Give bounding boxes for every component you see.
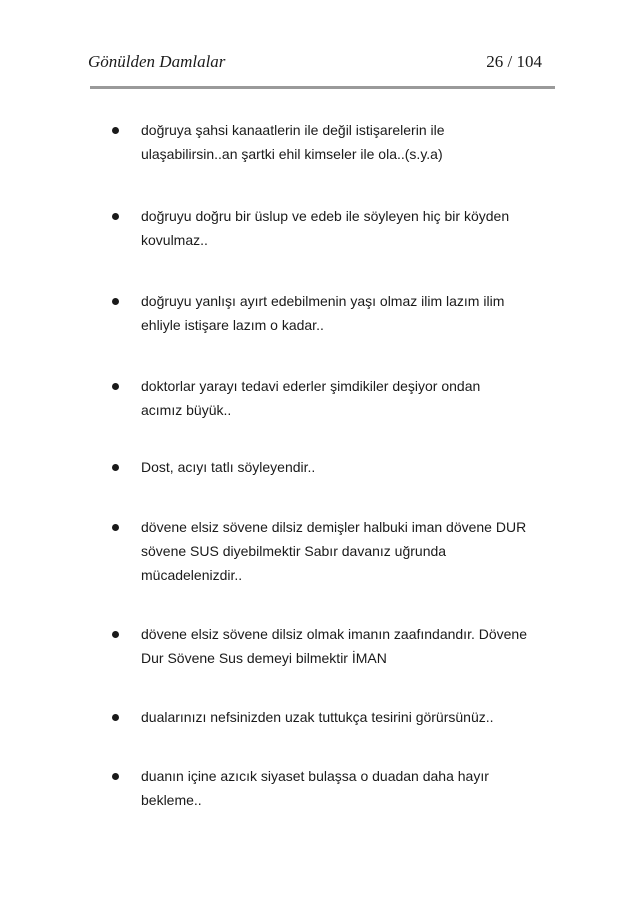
- bullet-icon: [112, 714, 119, 721]
- list-item-text: doktorlar yarayı tedavi ederler şimdikiler deşiyor ondan acımız büyük..: [141, 378, 481, 418]
- bullet-icon: [112, 464, 119, 471]
- list-item-text: doğruyu yanlışı ayırt edebilmenin yaşı olmaz ilim lazım ilim ehliyle istişare lazım o kadar..: [141, 293, 505, 333]
- bullet-icon: [112, 127, 119, 134]
- list-item-text: dualarınızı nefsinizden uzak tuttukça tesirini görürsünüz..: [141, 709, 494, 725]
- bullet-icon: [112, 213, 119, 220]
- bullet-icon: [112, 524, 119, 531]
- list-item-text: doğruya şahsi kanaatlerin ile değil istişarelerin ile ulaşabilirsin..an şartki ehil kimseler ile ola..(s.y.a): [141, 122, 445, 162]
- list-item-text: Dost, acıyı tatlı söyleyendir..: [141, 459, 316, 475]
- list-item-text: duanın içine azıcık siyaset bulaşsa o duadan daha hayır bekleme..: [141, 768, 489, 808]
- bullet-icon: [112, 773, 119, 780]
- bullet-icon: [112, 298, 119, 305]
- list-item-text: dövene elsiz sövene dilsiz demişler halbuki iman dövene DUR sövene SUS diyebilmektir Sabır davanız uğrunda mücadelenizdir..: [141, 519, 527, 583]
- list-item-text: doğruyu doğru bir üslup ve edeb ile söyleyen hiç bir köyden kovulmaz..: [141, 208, 510, 248]
- page-header: [88, 52, 542, 76]
- document-title: Gönülden Damlalar: [88, 52, 226, 71]
- header-divider: [90, 86, 555, 89]
- list-item-text: dövene elsiz sövene dilsiz olmak imanın zaafındandır. Dövene Dur Sövene Sus demeyi bilmektir İMAN: [141, 626, 527, 666]
- bullet-icon: [112, 383, 119, 390]
- page-number: 26 / 104: [486, 52, 542, 71]
- bullet-icon: [112, 631, 119, 638]
